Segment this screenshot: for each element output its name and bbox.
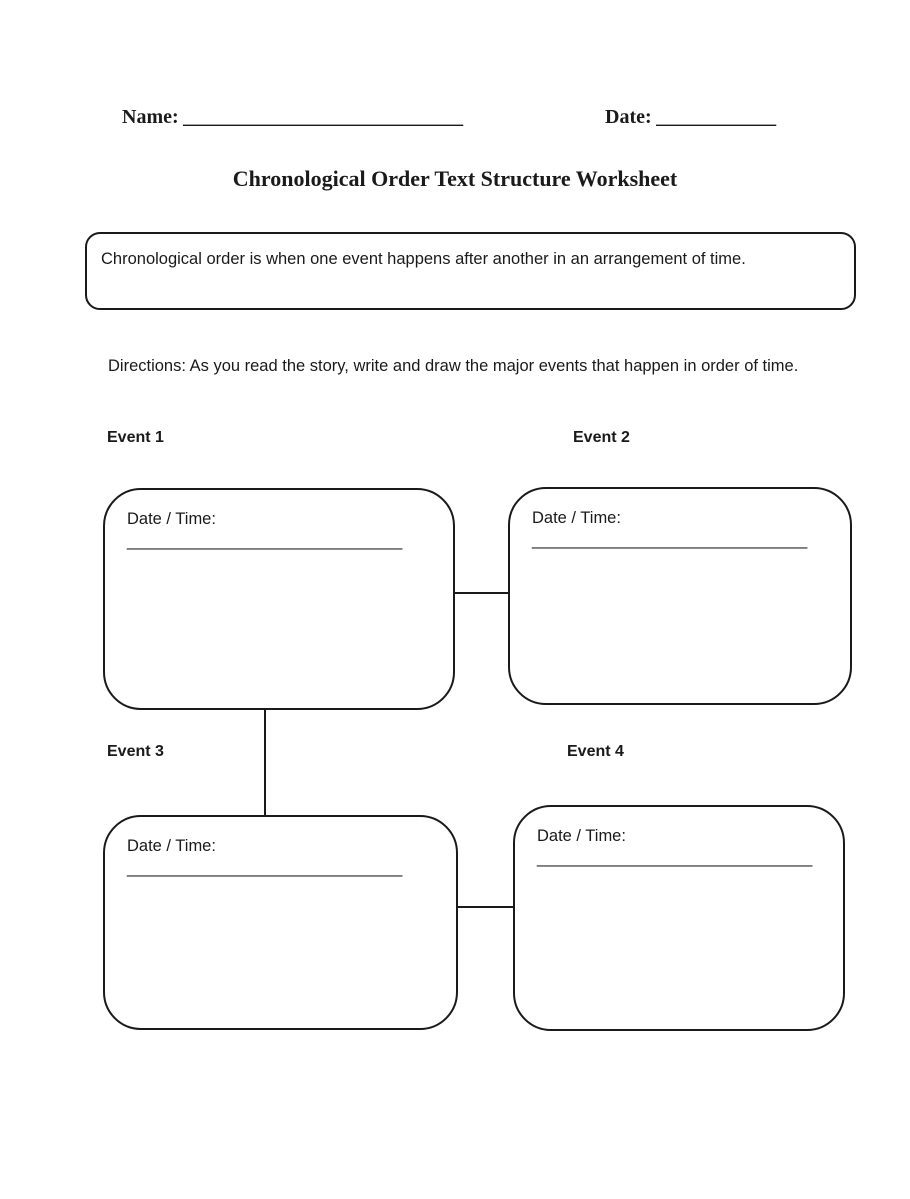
page-title: Chronological Order Text Structure Worksheet xyxy=(232,166,678,191)
connector-event1-event3 xyxy=(264,709,266,816)
event-3-date-time-label: Date / Time: xyxy=(127,837,216,855)
event-3-blank-line: ______________________________ xyxy=(127,859,403,877)
event-1-box xyxy=(103,488,455,710)
definition-text: Chronological order is when one event happens after another in an arrangement of time. xyxy=(101,250,746,268)
connector-event3-event4 xyxy=(457,906,513,908)
event-4-box xyxy=(513,805,845,1031)
name-blank-line: ____________________________ xyxy=(183,106,464,128)
name-label: Name: xyxy=(122,106,179,128)
date-field-group xyxy=(605,106,776,129)
event-4-date-time-label: Date / Time: xyxy=(537,827,626,845)
directions-text: Directions: As you read the story, write and draw the major events that happen in order of time. xyxy=(108,357,799,375)
event-1-blank-line: ______________________________ xyxy=(127,532,403,550)
event-4-label: Event 4 xyxy=(567,743,624,760)
event-2-date-time-label: Date / Time: xyxy=(532,509,621,527)
event-4-blank-line: ______________________________ xyxy=(537,849,813,867)
event-2-blank-line: ______________________________ xyxy=(532,531,808,549)
event-2-box xyxy=(508,487,852,705)
date-blank-line: ____________ xyxy=(656,106,777,128)
connector-event1-event2 xyxy=(455,592,508,594)
event-1-date-time-label: Date / Time: xyxy=(127,510,216,528)
event-3-label: Event 3 xyxy=(107,743,164,760)
event-3-box xyxy=(103,815,458,1030)
definition-box xyxy=(85,232,856,310)
name-field-group xyxy=(122,106,463,129)
event-2-label: Event 2 xyxy=(573,429,630,446)
date-label: Date: xyxy=(605,106,652,128)
event-1-label: Event 1 xyxy=(107,429,164,446)
